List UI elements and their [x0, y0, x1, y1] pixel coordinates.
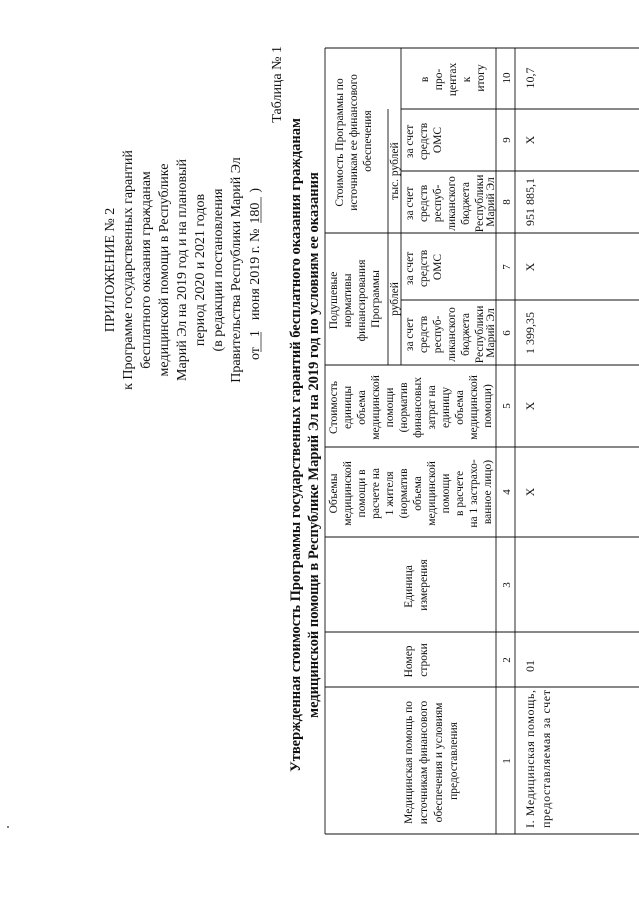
- appendix-header: [103, 150, 263, 390]
- header-col10-line: к: [461, 76, 473, 83]
- row-name-line1: I. Медицинская помощь,: [523, 690, 537, 828]
- header-col8: [404, 172, 497, 233]
- header-col4-line: в расчете: [454, 470, 466, 516]
- header-col6-line: бюджета: [460, 312, 472, 356]
- header-col8-line: респуб-: [432, 184, 444, 223]
- column-number: 7: [501, 264, 513, 270]
- header-col5: [328, 372, 494, 440]
- header-col10-line: про-: [433, 68, 445, 91]
- header-col3-line: измерения: [418, 559, 430, 611]
- header-col1-line: обеспечения и условиям: [433, 702, 445, 823]
- header-col7: [404, 247, 444, 287]
- header-col5-line: единицу: [440, 386, 452, 429]
- header-col8-line: средств: [418, 184, 430, 223]
- header-col4-line: объема: [412, 476, 424, 511]
- row-total-budget: 951 885,1: [523, 178, 537, 226]
- header-col5-line: затрат на: [426, 385, 438, 430]
- header-col1-line: предоставления: [448, 722, 460, 800]
- header-col6-line: респуб-: [432, 315, 444, 354]
- column-number: 5: [501, 403, 513, 409]
- column-number: 9: [501, 137, 513, 143]
- header-col4-line: расчете на: [370, 467, 382, 519]
- header-col10-line: итогу: [475, 64, 487, 92]
- date-number: 180: [248, 202, 263, 224]
- header-col3-line: Единица: [403, 565, 415, 608]
- header-col4-line: ванное лицо): [482, 459, 494, 525]
- header-col8-line: за счет: [404, 186, 416, 221]
- table-row: [523, 68, 553, 829]
- header-group-line: источникам ее финансового: [348, 74, 360, 211]
- table-title-line1: Утвержденная стоимость Программы государственных гарантий бесплатного оказания гражданам: [288, 118, 304, 772]
- header-col9-line: за счет: [404, 124, 416, 159]
- header-col5-line: помощи: [384, 387, 396, 428]
- appendix-title: ПРИЛОЖЕНИЕ № 2: [103, 207, 118, 333]
- header-group-6-7: [328, 257, 382, 342]
- appendix-line: бесплатного оказания гражданам: [139, 171, 154, 369]
- column-number: 10: [501, 72, 513, 84]
- header-col4-line: медицинской: [342, 461, 354, 526]
- header-group-line: Стоимость Программы по: [334, 78, 346, 207]
- header-col1-line: Медицинская помощь по: [403, 701, 415, 824]
- row-total-oms: Х: [523, 135, 537, 145]
- unit-thousand-rubles: тыс. рублей: [389, 142, 401, 200]
- header-col5-line: медицинской: [468, 375, 480, 440]
- header-col7-line: за счет: [404, 251, 416, 286]
- header-col4-line: помощи: [440, 473, 452, 514]
- row-cost: Х: [523, 401, 537, 411]
- header-col10-line: в: [419, 76, 431, 83]
- header-col5-line: медицинской: [370, 375, 382, 440]
- column-numbers-row: [501, 72, 513, 764]
- header-col2: [403, 643, 430, 678]
- row-percent: 10,7: [523, 67, 537, 89]
- header-col5-line: Стоимость: [328, 380, 340, 434]
- appendix-line: Марий Эл на 2019 год и на плановый: [175, 159, 190, 381]
- header-col5-line: единицы: [342, 385, 354, 430]
- unit-rubles: рублей: [389, 282, 401, 316]
- header-col9: [404, 120, 444, 160]
- header-col8-line: Республики: [474, 174, 486, 233]
- header-col1: [403, 698, 460, 824]
- date-suffix: ): [248, 187, 263, 193]
- header-col9-line: средств: [418, 122, 430, 161]
- column-number: 4: [501, 489, 513, 495]
- header-col10: [419, 60, 487, 96]
- row-number: 01: [523, 660, 537, 672]
- date-prefix: от: [248, 347, 263, 361]
- header-col4-line: 1 жителя: [384, 471, 396, 516]
- appendix-line: Правительства Республики Марий Эл: [229, 157, 244, 383]
- row-volume: Х: [523, 487, 537, 497]
- table-title-line2: медицинской помощи в Республике Марий Эл на 2019 год по условиям ее оказания: [306, 172, 322, 718]
- header-col5-line: финансовых: [412, 377, 424, 438]
- table-label: Таблица № 1: [270, 46, 285, 123]
- appendix-line: медицинской помощи в Республике: [157, 163, 172, 377]
- row-name-line2: предоставляемая за счет: [539, 690, 553, 828]
- header-group-line: нормативы: [342, 273, 354, 328]
- header-col4-line: на 1 застрахо-: [468, 459, 480, 528]
- header-col8-line: бюджета: [460, 181, 472, 225]
- header-col4: [328, 456, 494, 527]
- header-col4-line: (норматив: [398, 468, 410, 519]
- header-col3: [403, 559, 430, 611]
- column-number: 1: [501, 758, 513, 764]
- header-col6-line: ликанского: [446, 307, 458, 362]
- header-col5-line: (норматив: [398, 382, 410, 433]
- header-col7-line: ОМС: [432, 253, 444, 281]
- header-col2-line: строки: [418, 643, 430, 677]
- header-col4-line: Объемы: [328, 473, 340, 514]
- header-col8-line: Марий Эл: [485, 177, 497, 227]
- header-col7-line: средств: [418, 249, 430, 288]
- header-col6-line: Республики: [474, 305, 486, 364]
- column-number: 2: [501, 657, 513, 663]
- header-group-line: Программы: [370, 270, 382, 328]
- header-col4-line: медицинской: [426, 461, 438, 526]
- date-day: 1: [248, 330, 263, 338]
- row-per-capita-oms: Х: [523, 262, 537, 272]
- row-per-capita-budget: 1 399,35: [523, 312, 537, 354]
- header-col5-line: объема: [356, 390, 368, 425]
- column-number: 8: [501, 199, 513, 205]
- header-col2-line: Номер: [403, 645, 415, 678]
- column-number: 6: [501, 330, 513, 336]
- header-col4-line: помощи в: [356, 469, 368, 518]
- header-col6: [404, 303, 497, 364]
- header-group-line: Подушевые: [328, 271, 340, 330]
- header-col6-line: средств: [418, 315, 430, 354]
- header-col10-line: центах: [447, 62, 459, 97]
- header-col9-line: ОМС: [432, 126, 444, 154]
- header-col5-line: помощи): [482, 384, 494, 428]
- appendix-line: период 2020 и 2021 годов: [193, 193, 208, 347]
- header-col1-line: источникам финансового: [418, 700, 430, 825]
- appendix-line: (в редакции постановления: [211, 188, 226, 352]
- column-number: 3: [501, 582, 513, 588]
- header-col6-line: за счет: [404, 317, 416, 352]
- date-month-year: июня 2019 г. №: [248, 228, 263, 321]
- appendix-line: к Программе государственных гарантий: [121, 150, 136, 390]
- header-group-8-10: [334, 71, 374, 210]
- header-group-line: финансирования: [356, 259, 368, 342]
- header-col6-line: Марий Эл: [485, 308, 497, 358]
- header-col5-line: объема: [454, 390, 466, 425]
- header-group-line: обеспечения: [362, 110, 374, 172]
- header-col8-line: ликанского: [446, 176, 458, 231]
